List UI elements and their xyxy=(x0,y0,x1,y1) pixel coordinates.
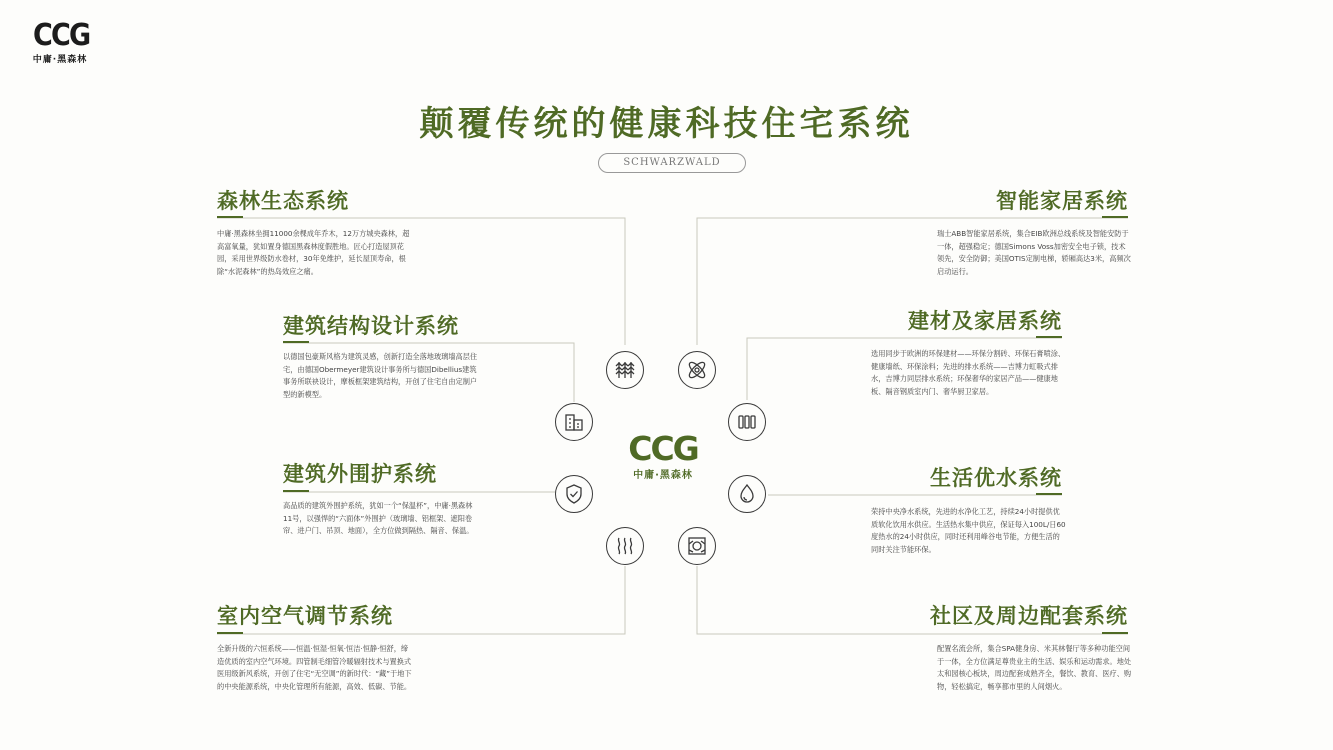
structure-system-title: 建筑结构设计系统 xyxy=(283,314,459,338)
center-brand-logo xyxy=(628,429,698,481)
title-underline xyxy=(1036,336,1062,338)
structure-system-desc: 以德国包豪斯风格为建筑灵感，创新打造全落地玻璃墙高层住宅，由德国Obermeyer建筑设计事务所与德国Dibellius建筑事务所联袂设计，摩板框架建筑结构，开创了住宅自由定制户型的新模型。 xyxy=(283,352,478,399)
title-underline xyxy=(1036,493,1062,495)
smart-system-desc: 瑞士ABB智能家居系统，集合EIB欧洲总线系统及智能安防于一体，超强稳定；德国Simons Voss加密安全电子锁，技术领先，安全防御；美国OTIS定制电梯，轿厢高达3米，高频次启动运行。 xyxy=(937,229,1131,276)
logo-subtitle: 中庸·黑森林 xyxy=(32,55,88,65)
forest-system-title: 森林生态系统 xyxy=(217,189,349,213)
community-icon xyxy=(678,527,716,565)
title-underline xyxy=(217,216,243,218)
water-system-title: 生活优水系统 xyxy=(930,466,1062,490)
logo-mark: CCG xyxy=(33,18,90,53)
envelope-system-title: 建筑外围护系统 xyxy=(283,462,437,486)
atom-icon xyxy=(678,351,716,389)
title-underline xyxy=(217,632,243,634)
shield-icon xyxy=(555,475,593,513)
brand-badge: SCHWARZWALD xyxy=(598,153,746,173)
forest-system-desc: 中庸·黑森林坐拥11000余棵成年乔木，12万方城央森林，超高富氧量，犹如置身德国黑森林度假胜地。匠心打造屋顶花园，采用世界级防水卷材，30年免维护，延长屋顶寿命，根除“水泥森林”的热岛效应之痛。 xyxy=(217,229,410,276)
title-underline xyxy=(1102,216,1128,218)
center-logo-mark: CCG xyxy=(628,429,698,468)
smart-system-title: 智能家居系统 xyxy=(996,189,1128,213)
heat-wave-icon xyxy=(606,527,644,565)
forest-icon xyxy=(606,351,644,389)
water-drop-icon xyxy=(728,475,766,513)
title-underline xyxy=(283,490,309,492)
center-logo-subtitle: 中庸·黑森林 xyxy=(633,470,693,481)
title-underline xyxy=(1102,632,1128,634)
air-system-desc: 全新升级的六恒系统——恒温·恒湿·恒氧·恒洁·恒静·恒舒，缔造优质的室内空气环境。四管制毛细管冷暖辐射技术与置换式医用级新风系统，开创了住宅“无空调”的新时代：“藏”于地下的中央能源系统，中央化管理所有能源，高效、低碳、节能。 xyxy=(217,644,412,691)
title-underline xyxy=(283,341,309,343)
page-title: 颠覆传统的健康科技住宅系统 xyxy=(419,104,914,144)
materials-system-title: 建材及家居系统 xyxy=(908,309,1062,333)
envelope-system-desc: 高品质的建筑外围护系统，犹如一个“保温杯”，中庸·黑森林11号，以强悍的“六面体”外围护（玻璃墙、铝框架、遮阳卷帘、进户门、吊顶、地面），全方位做到隔热、隔音、保温。 xyxy=(283,501,474,535)
water-system-desc: 荣持中央净水系统，先进的水净化工艺，持续24小时提供优质软化饮用水供应。生活热水集中供应，保证每入100L/日60度热水的24小时供应，同时还利用峰谷电节能，方便生活的同时关注节能环保。 xyxy=(871,507,1066,554)
community-system-title: 社区及周边配套系统 xyxy=(930,604,1128,628)
columns-icon xyxy=(728,403,766,441)
air-system-title: 室内空气调节系统 xyxy=(217,604,393,628)
materials-system-desc: 选用同步于欧洲的环保建材——环保分割砖、环保石膏喷涂、健康墙纸、环保涂料；先进的排水系统——吉博力虹吸式排水，吉博力同层排水系统；环保奢华的家居产品——健康地板、隔音钢质室内门、奢华厨卫家居。 xyxy=(871,349,1066,396)
building-icon xyxy=(555,403,593,441)
community-system-desc: 配置名流会所，集合SPA健身房、米其林餐厅等多种功能空间于一体，全方位满足尊贵业主的生活、娱乐和运动需求。地处太和园核心板块，周边配套成熟齐全，餐饮、教育、医疗、购物，轻松搞定，畅享都市里的人间烟火。 xyxy=(937,644,1132,691)
